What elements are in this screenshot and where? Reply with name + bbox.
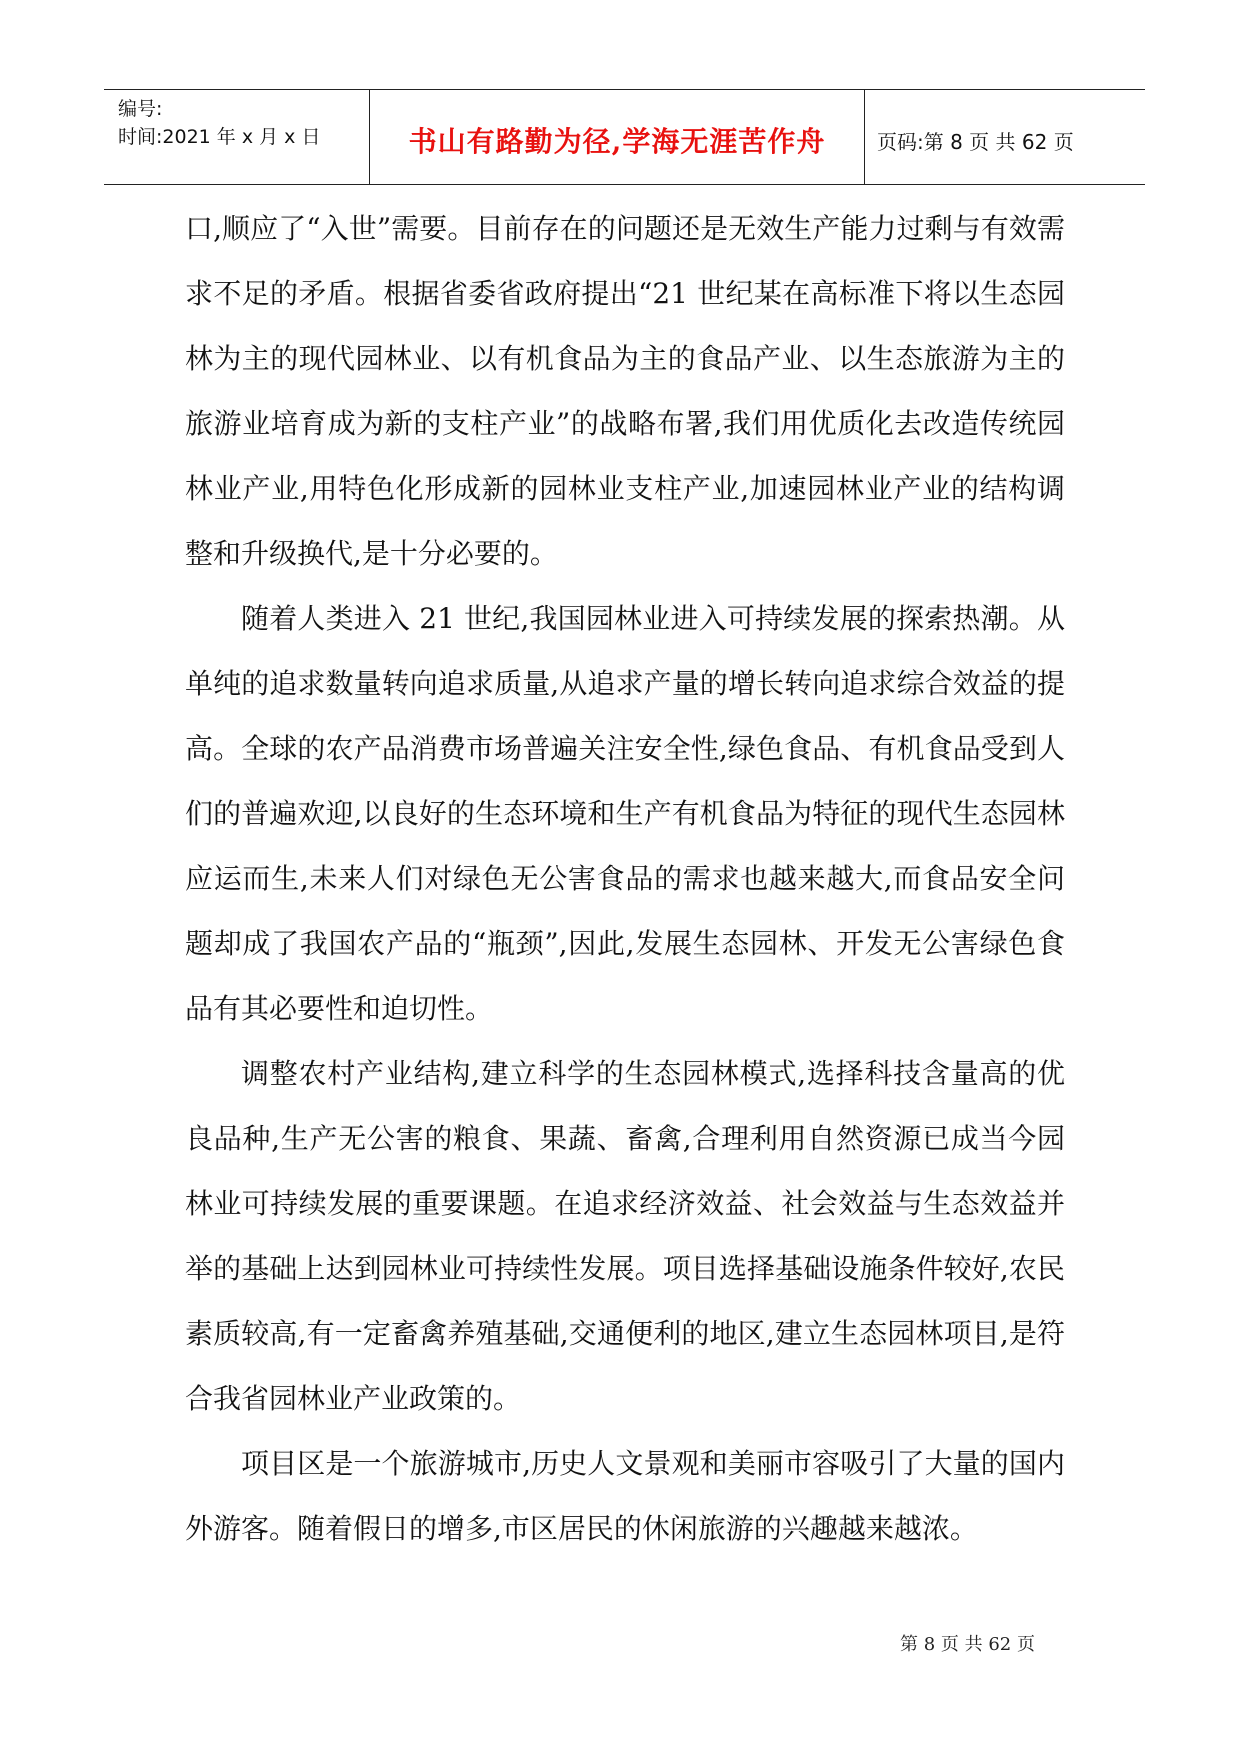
body-paragraph: 随着人类进入 21 世纪,我国园林业进入可持续发展的探索热潮。从单纯的追求数量转向追求质量,从追求产量的增长转向追求综合效益的提高。全球的农产品消费市场普遍关注安全性,绿色食品、有机食品受到人们的普遍欢迎,以良好的生态环境和生产有机食品为特征的现代生态园林应运而生,未来人们对绿色无公害食品的需求也越来越大,而食品安全问题却成了我国农产品的“瓶颈”,因此,发展生态园林、开发无公害绿色食品有其必要性和迫切性。 [185,602,1065,1025]
document-body [185,196,1065,1561]
body-paragraph: 口,顺应了“入世”需要。目前存在的问题还是无效生产能力过剩与有效需求不足的矛盾。根据省委省政府提出“21 世纪某在高标准下将以生态园林为主的现代园林业、以有机食品为主的食品产业、以生态旅游为主的旅游业培育成为新的支柱产业”的战略布署,我们用优质化去改造传统园林业产业,用特色化形成新的园林业支柱产业,加速园林业产业的结构调整和升级换代,是十分必要的。 [185,212,1065,570]
page-header [104,89,1145,185]
header-slogan: 书山有路勤为径,学海无涯苦作舟 [408,125,826,158]
header-slogan-cell [369,90,865,184]
document-time-label: 时间:2021 年 x 月 x 日 [118,126,321,148]
header-page-info: 页码:第 8 页 共 62 页 [877,130,1074,154]
body-paragraph: 调整农村产业结构,建立科学的生态园林模式,选择科技含量高的优良品种,生产无公害的粮食、果蔬、畜禽,合理利用自然资源已成当今园林业可持续发展的重要课题。在追求经济效益、社会效益与生态效益并举的基础上达到园林业可持续性发展。项目选择基础设施条件较好,农民素质较高,有一定畜禽养殖基础,交通便利的地区,建立生态园林项目,是符合我省园林业产业政策的。 [185,1057,1065,1415]
header-page-cell [865,90,1145,184]
body-paragraph: 项目区是一个旅游城市,历史人文景观和美丽市容吸引了大量的国内外游客。随着假日的增多,市区居民的休闲旅游的兴趣越来越浓。 [185,1447,1065,1545]
document-number-label: 编号: [118,98,163,120]
page-footer: 第 8 页 共 62 页 [900,1634,1035,1655]
header-meta [104,90,369,184]
